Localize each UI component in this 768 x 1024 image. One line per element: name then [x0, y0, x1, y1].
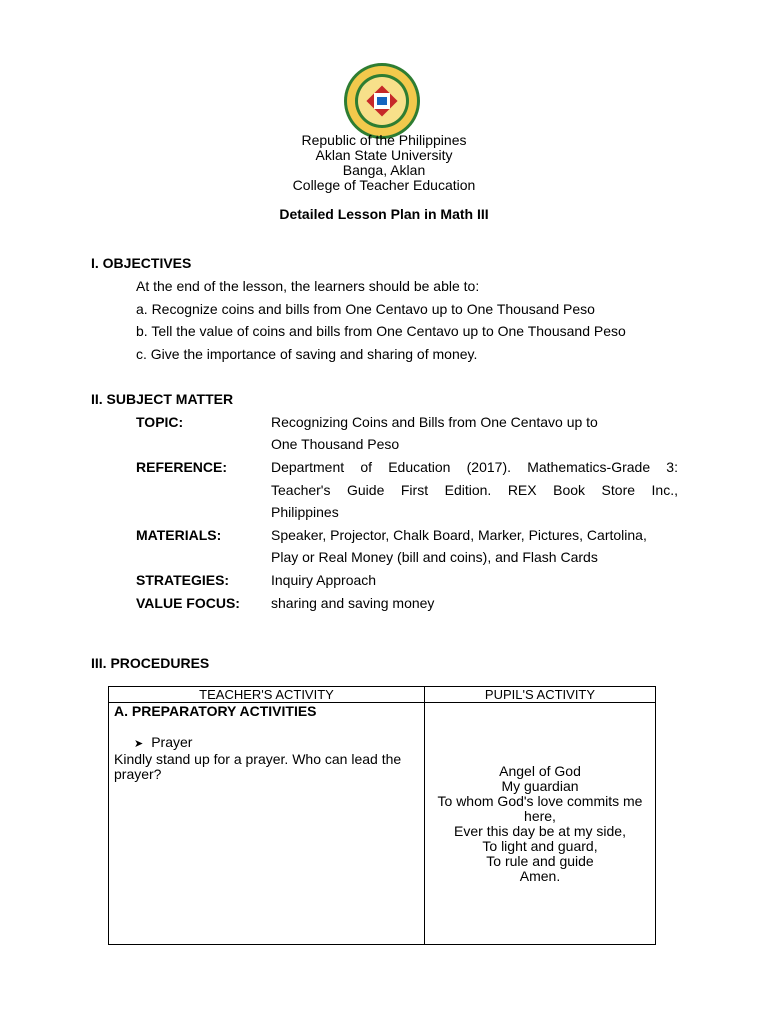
value-focus-value: sharing and saving money — [271, 595, 435, 611]
strategies-value: Inquiry Approach — [271, 572, 377, 588]
value-focus-label: VALUE FOCUS: — [136, 595, 240, 611]
materials-value: Speaker, Projector, Chalk Board, Marker, Pictures, Cartolina, — [271, 527, 647, 543]
reference-value: Teacher's Guide First Edition. REX Book Store Inc., — [271, 482, 678, 498]
subject-matter-heading: II. SUBJECT MATTER — [91, 391, 234, 407]
location-line: Banga, Aklan — [342, 162, 426, 178]
topic-label: TOPIC: — [136, 414, 184, 430]
reference-value: Philippines — [271, 504, 339, 520]
materials-value: Play or Real Money (bill and coins), and Flash Cards — [271, 549, 598, 565]
pupil-prayer-line: To light and guard, — [482, 838, 598, 854]
objective-item: b. Tell the value of coins and bills from One Centavo up to One Thousand Peso — [136, 323, 626, 339]
objective-item: a. Recognize coins and bills from One Centavo up to One Thousand Peso — [136, 301, 595, 317]
pupil-prayer-line: To whom God's love commits me here, — [437, 793, 643, 824]
preparatory-activities-title: A. PREPARATORY ACTIVITIES — [114, 703, 317, 719]
objective-item: c. Give the importance of saving and sharing of money. — [136, 346, 478, 362]
republic-line: Republic of the Philippines — [301, 132, 467, 148]
procedures-table — [108, 686, 656, 945]
procedures-heading: III. PROCEDURES — [91, 655, 210, 671]
pupil-prayer-line: Ever this day be at my side, — [454, 823, 626, 839]
prayer-label: Prayer — [151, 734, 193, 750]
university-seal — [343, 62, 421, 140]
topic-value: Recognizing Coins and Bills from One Centavo up to — [271, 414, 598, 430]
arrow-bullet-icon: ➤ — [134, 738, 144, 750]
university-line: Aklan State University — [315, 147, 453, 163]
objectives-intro: At the end of the lesson, the learners should be able to: — [136, 278, 480, 294]
reference-value: Department of Education (2017). Mathematics-Grade 3: — [271, 459, 678, 475]
pupil-prayer-line: My guardian — [501, 778, 579, 794]
college-line: College of Teacher Education — [292, 177, 476, 193]
teacher-text: Kindly stand up for a prayer. Who can lead the — [114, 751, 402, 767]
prayer-bullet — [114, 735, 424, 752]
document-title: Detailed Lesson Plan in Math III — [279, 206, 489, 222]
pupil-prayer-line: Angel of God — [499, 763, 581, 779]
teacher-text: prayer? — [114, 766, 162, 782]
pupil-activity-header: PUPIL'S ACTIVITY — [425, 687, 656, 703]
teacher-activity-cell — [109, 703, 425, 945]
pupil-prayer-line: To rule and guide — [486, 853, 594, 869]
materials-label: MATERIALS: — [136, 527, 222, 543]
objectives-heading: I. OBJECTIVES — [91, 255, 192, 271]
strategies-label: STRATEGIES: — [136, 572, 230, 588]
reference-label: REFERENCE: — [136, 459, 228, 475]
topic-value: One Thousand Peso — [271, 436, 400, 452]
pupil-activity-cell — [425, 703, 656, 945]
teacher-activity-header: TEACHER'S ACTIVITY — [109, 687, 425, 703]
pupil-prayer-line: Amen. — [519, 868, 561, 884]
